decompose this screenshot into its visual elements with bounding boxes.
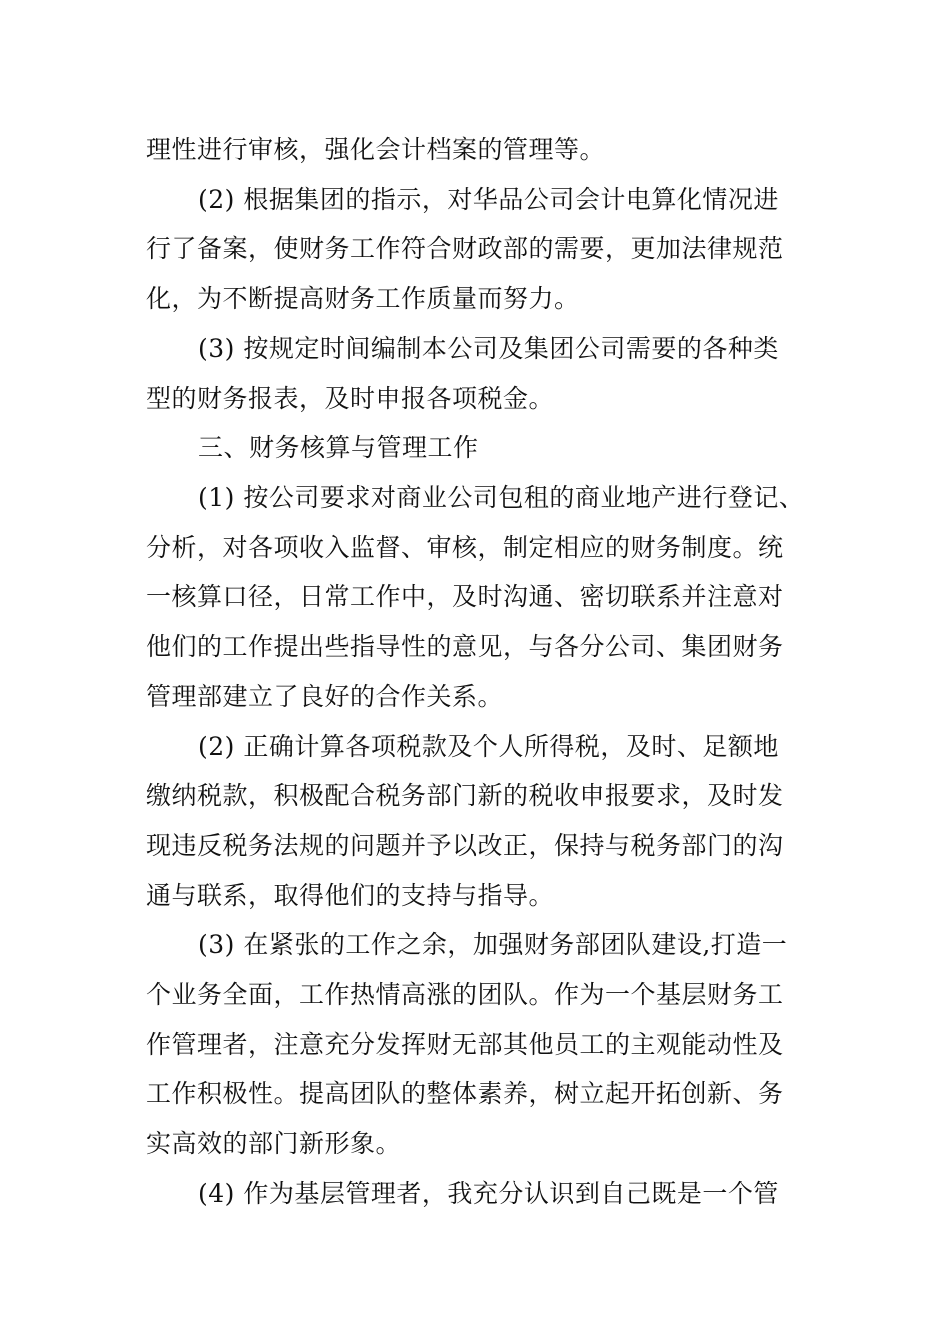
text-line: 他们的工作提出些指导性的意见，与各分公司、集团财务 (146, 632, 784, 661)
section-heading: 三、财务核算与管理工作 (198, 433, 479, 462)
text-line: 一核算口径，日常工作中，及时沟通、密切联系并注意对 (146, 582, 784, 611)
text-line: 缴纳税款，积极配合税务部门新的税收申报要求，及时发 (146, 781, 784, 810)
text-line: 化，为不断提高财务工作质量而努力。 (146, 284, 580, 313)
text-line: (3) 按规定时间编制本公司及集团公司需要的各种类 (198, 334, 779, 363)
text-line: 现违反税务法规的问题并予以改正，保持与税务部门的沟 (146, 831, 784, 860)
text-line: 作管理者，注意充分发挥财无部其他员工的主观能动性及 (146, 1030, 784, 1059)
text-line: 管理部建立了良好的合作关系。 (146, 682, 504, 711)
text-line: 分析，对各项收入监督、审核，制定相应的财务制度。统 (146, 533, 784, 562)
text-line: 通与联系，取得他们的支持与指导。 (146, 881, 555, 910)
text-line: 理性进行审核，强化会计档案的管理等。 (146, 135, 606, 164)
text-line: 实高效的部门新形象。 (146, 1129, 402, 1158)
text-line: (2) 根据集团的指示，对华品公司会计电算化情况进 (198, 185, 779, 214)
text-line: (3) 在紧张的工作之余，加强财务部团队建设,打造一 (198, 930, 788, 959)
text-line: (2) 正确计算各项税款及个人所得税，及时、足额地 (198, 732, 779, 761)
text-line: 型的财务报表，及时申报各项税金。 (146, 384, 555, 413)
text-line: (4) 作为基层管理者，我充分认识到自己既是一个管 (198, 1179, 779, 1208)
text-line: (1) 按公司要求对商业公司包租的商业地产进行登记、 (198, 483, 805, 512)
text-line: 行了备案，使财务工作符合财政部的需要，更加法律规范 (146, 234, 784, 263)
text-line: 工作积极性。提高团队的整体素养，树立起开拓创新、务 (146, 1079, 784, 1108)
text-line: 个业务全面，工作热情高涨的团队。作为一个基层财务工 (146, 980, 784, 1009)
